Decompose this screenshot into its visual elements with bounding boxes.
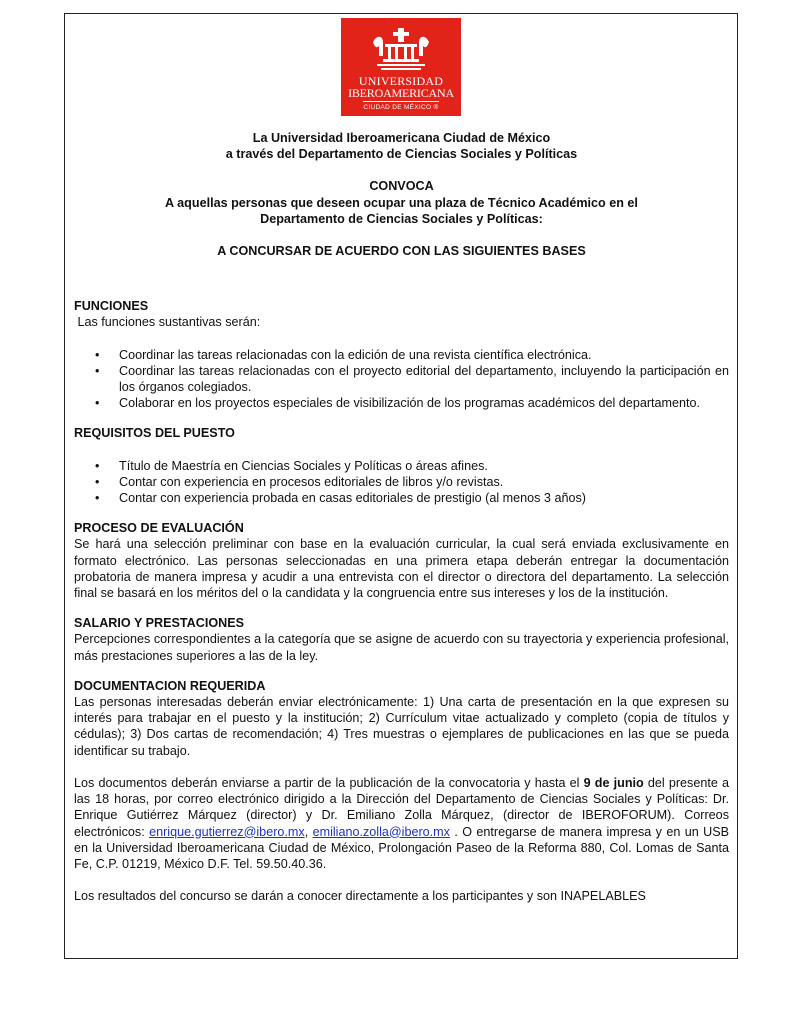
header-institution — [74, 130, 729, 162]
funciones-title: FUNCIONES — [74, 299, 149, 314]
email-link-emiliano[interactable]: emiliano.zolla@ibero.mx — [312, 824, 450, 839]
document-body — [74, 130, 729, 904]
documentacion-text: Las personas interesadas deberán enviar electrónicamente: 1) Una carta de presentación en la que expresen su interés para trabajar en el puesto y la institución; 2) Currículum vitae actualizado y completo (copia de títulos y cédulas); 3) Dos cartas de recomendación; 4) Tres muestras o ejemplares de publicaciones en las que se pueda identificar su trabajo. — [74, 695, 729, 758]
email-link-enrique[interactable]: enrique.gutierrez@ibero.mx — [149, 824, 305, 839]
email-separator: , — [304, 824, 313, 839]
resultados-text: Los resultados del concurso se darán a conocer directamente a los participantes y son INAPELABLES — [74, 889, 646, 904]
proceso-title: PROCESO DE EVALUACIÓN — [74, 521, 244, 536]
list-item: • Título de Maestría en Ciencias Sociales y Políticas o áreas afines. — [74, 458, 729, 474]
crest-icon — [371, 26, 431, 72]
header-bases: A CONCURSAR DE ACUERDO CON LAS SIGUIENTES BASES — [217, 244, 586, 259]
funciones-intro: Las funciones sustantivas serán: — [74, 315, 261, 330]
funciones-list — [74, 347, 729, 412]
university-logo — [341, 18, 461, 116]
logo-divider — [363, 101, 439, 102]
requisitos-list — [74, 458, 729, 507]
salario-title: SALARIO Y PRESTACIONES — [74, 616, 245, 631]
section-documentacion — [74, 678, 729, 904]
list-item: • Contar con experiencia probada en casas editoriales de prestigio (al menos 3 años) — [74, 490, 729, 506]
header-convoca-block — [74, 178, 729, 227]
section-funciones — [74, 298, 729, 411]
section-proceso — [74, 520, 729, 601]
header-line-3: A aquellas personas que deseen ocupar una plaza de Técnico Académico en el — [165, 195, 638, 210]
logo-text-ciudad: CIUDAD DE MÉXICO ® — [363, 104, 439, 111]
logo-text-iberoamericana: IBEROAMERICANA — [348, 86, 454, 100]
header-line-4: Departamento de Ciencias Sociales y Políticas: — [260, 211, 543, 226]
list-item: • Coordinar las tareas relacionadas con el proyecto editorial del departamento, incluyendo la participación en los órganos colegiados. — [74, 363, 729, 395]
documentacion-title: DOCUMENTACION REQUERIDA — [74, 678, 266, 693]
list-item: • Colaborar en los proyectos especiales de visibilización de los programas académicos del departamento. — [74, 395, 729, 411]
envio-text-2: del presente a las 18 horas, por correo electrónico dirigido a la Dirección del Departamento de Ciencias Sociales y Políticas: Dr. Enrique Gutiérrez Márquez (director) y Dr. Emiliano Zolla Márquez, (director de IBEROFORUM). Correos electrónicos: — [74, 775, 729, 839]
logo-text-universidad: UNIVERSIDAD — [358, 74, 444, 88]
salario-text: Percepciones correspondientes a la categoría que se asigne de acuerdo con su trayectoria y experiencia profesional, más prestaciones superiores a las de la ley. — [74, 632, 729, 663]
list-item: • Contar con experiencia en procesos editoriales de libros y/o revistas. — [74, 474, 729, 490]
envio-text-1: Los documentos deberán enviarse a partir de la publicación de la convocatoria y hasta el — [74, 775, 584, 790]
header-line-1: La Universidad Iberoamericana Ciudad de México — [252, 131, 551, 145]
header-line-2: a través del Departamento de Ciencias Sociales y Políticas — [225, 147, 578, 162]
list-item: • Coordinar las tareas relacionadas con la edición de una revista científica electrónica. — [74, 347, 729, 363]
requisitos-title: REQUISITOS DEL PUESTO — [74, 426, 235, 441]
section-salario — [74, 615, 729, 664]
envio-deadline: 9 de junio — [583, 775, 644, 790]
envio-paragraph — [74, 775, 729, 872]
proceso-text: Se hará una selección preliminar con base en la evaluación curricular, la cual será enviada exclusivamente en formato electrónico. Las personas seleccionadas en una primera etapa deberán entregar la documentación probatoria de manera impresa y acudir a una entrevista con el director o directora del departamento. La selección final se basará en los méritos del o la candidata y la congruencia entre sus intereses y los de la institución. — [74, 537, 729, 601]
envio-text-3: . O entregarse de manera impresa y en un USB en la Universidad Iberoamericana Ciudad de México, Prolongación Paseo de la Reforma 880, Col. Lomas de Santa Fe, C.P. 01219, México D.F. Tel. 59.50.40.36. — [74, 824, 730, 871]
section-requisitos — [74, 425, 729, 506]
header-convoca: CONVOCA — [369, 179, 434, 194]
